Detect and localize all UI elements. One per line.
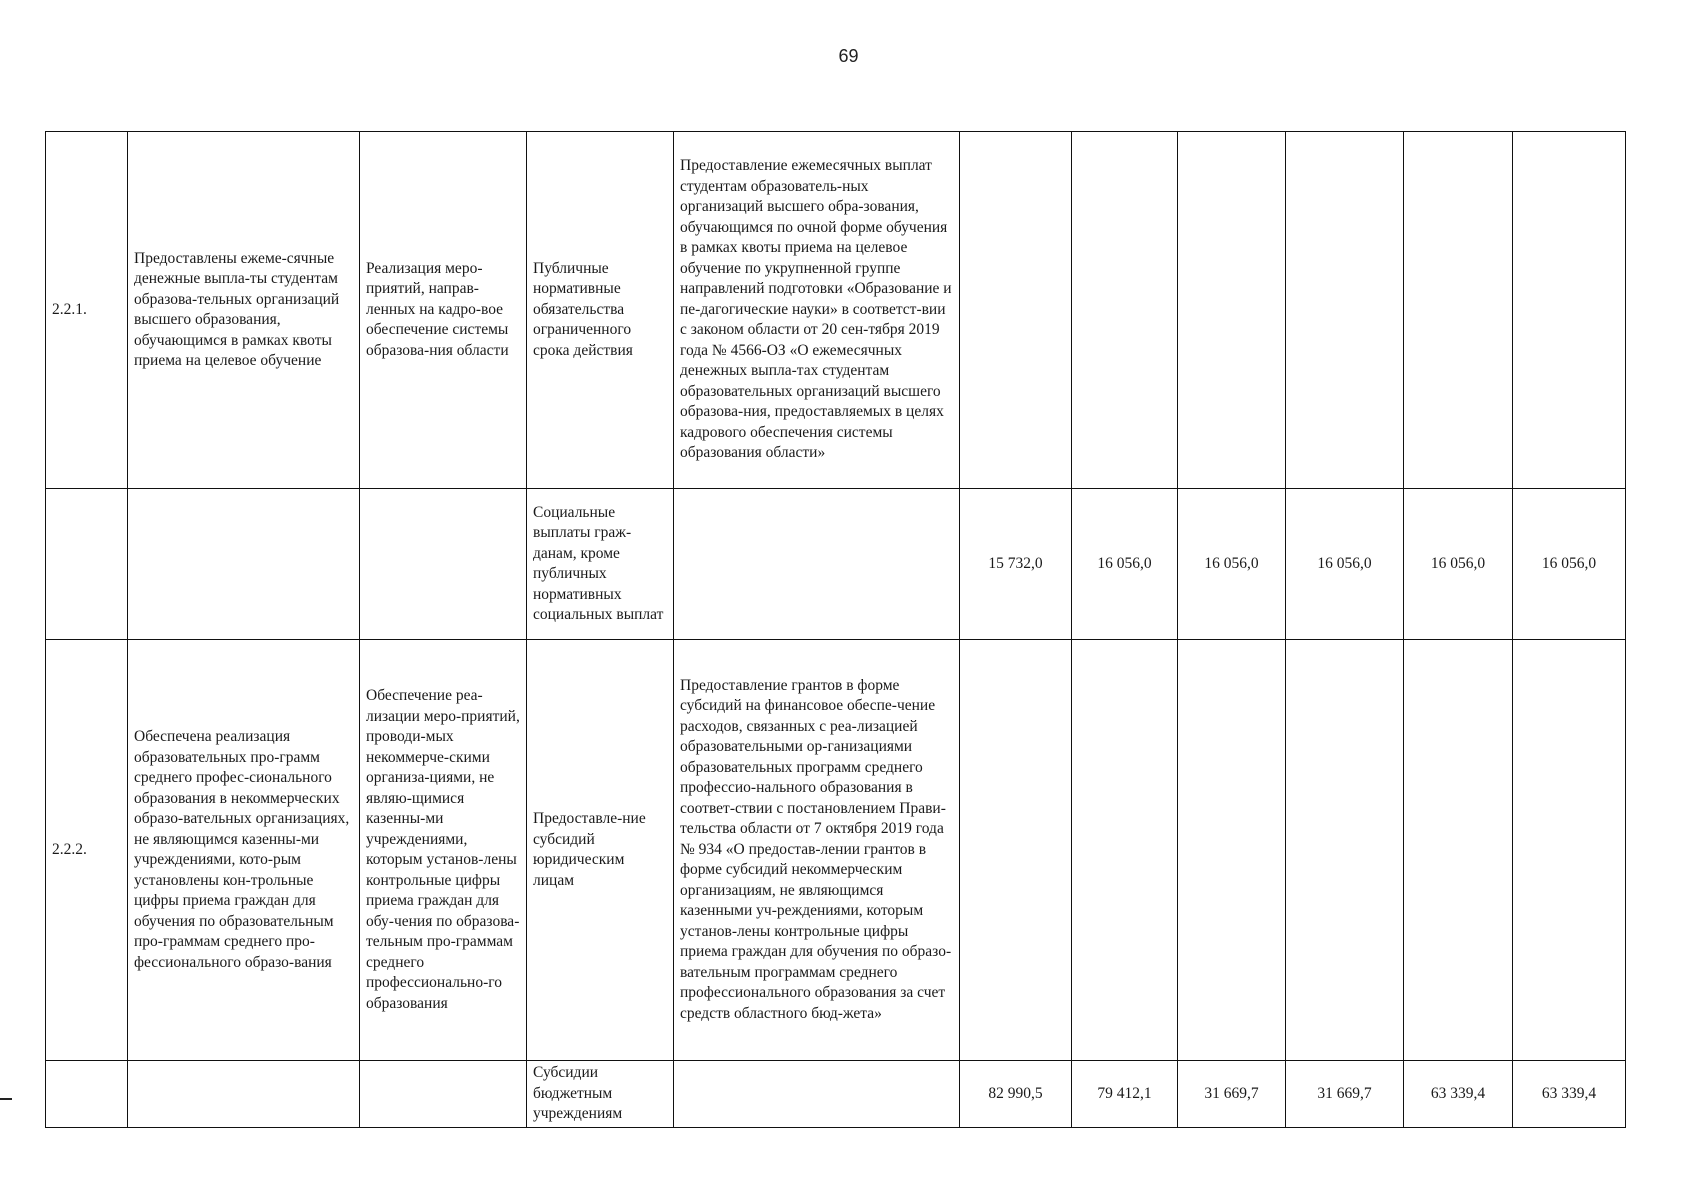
table-row xyxy=(46,1061,1626,1128)
value-cell: 16 056,0 xyxy=(1072,489,1178,640)
value-cell xyxy=(1286,640,1404,1061)
value-cell: 82 990,5 xyxy=(960,1061,1072,1128)
row-number xyxy=(46,489,128,640)
row-number: 2.2.2. xyxy=(46,640,128,1061)
measure-cell xyxy=(360,489,527,640)
value-cell: 31 669,7 xyxy=(1178,1061,1286,1128)
description-cell: Предоставление ежемесячных выплат студентам образователь-ных организаций высшего обра-зования, обучающимся по очной форме обучения в рамках квоты приема на целевое обучение по укрупненной группе направлений подготовки «Образование и пе-дагогические науки» в соответст-вии с законом области от 20 сен-тября 2019 года № 4566-ОЗ «О ежемесячных денежных выпла-тах студентам образовательных организаций высшего образова-ния, предоставляемых в целях кадрового обеспечения системы образования области» xyxy=(674,132,960,489)
value-cell: 63 339,4 xyxy=(1404,1061,1513,1128)
value-cell: 15 732,0 xyxy=(960,489,1072,640)
description-cell xyxy=(674,489,960,640)
result-cell: Предоставлены ежеме-сячные денежные выпла-ты студентам образова-тельных организаций высшего образования, обучающимся в рамках квоты приема на целевое обучение xyxy=(128,132,360,489)
value-cell xyxy=(1286,132,1404,489)
value-cell xyxy=(960,132,1072,489)
value-cell: 16 056,0 xyxy=(1513,489,1626,640)
value-cell: 16 056,0 xyxy=(1286,489,1404,640)
result-cell xyxy=(128,1061,360,1128)
table-row xyxy=(46,132,1626,489)
value-cell xyxy=(1178,132,1286,489)
margin-mark xyxy=(0,1098,12,1100)
measure-cell: Реализация меро-приятий, направ-ленных на кадро-вое обеспечение системы образова-ния области xyxy=(360,132,527,489)
value-cell xyxy=(1072,132,1178,489)
value-cell xyxy=(1072,640,1178,1061)
row-number: 2.2.1. xyxy=(46,132,128,489)
value-cell xyxy=(1178,640,1286,1061)
description-cell: Предоставление грантов в форме субсидий на финансовое обеспе-чение расходов, связанных с реа-лизацией образовательными ор-ганизациями образовательных программ среднего профессио-нального образования в соответ-ствии с постановлением Прави-тельства области от 7 октября 2019 года № 934 «О предостав-лении грантов в форме субсидий некоммерческим организациям, не являющимся казенными уч-реждениями, которым установ-лены контрольные цифры приема граждан для обучения по образо-вательным программам среднего профессионального образования за счет средств областного бюд-жета» xyxy=(674,640,960,1061)
value-cell xyxy=(1513,640,1626,1061)
measure-cell: Обеспечение реа-лизации меро-приятий, проводи-мых некоммерче-скими организа-циями, не являю-щимися казенны-ми учреждениями, которым установ-лены контрольные цифры приема граждан для обу-чения по образова-тельным про-граммам среднего профессионально-го образования xyxy=(360,640,527,1061)
result-cell: Обеспечена реализация образовательных про-грамм среднего профес-сионального образования в некоммерческих образо-вательных организациях, не являющимся казенны-ми учреждениями, кото-рым установлены кон-трольные цифры приема граждан для обучения по образовательным про-граммам среднего про-фессионального образо-вания xyxy=(128,640,360,1061)
expense-type-cell: Предоставле-ние субсидий юридическим лицам xyxy=(527,640,674,1061)
expense-type-cell: Социальные выплаты граж-данам, кроме публичных нормативных социальных выплат xyxy=(527,489,674,640)
expense-type-cell: Публичные нормативные обязательства ограниченного срока действия xyxy=(527,132,674,489)
table-row xyxy=(46,640,1626,1061)
page-number: 69 xyxy=(838,46,859,66)
expense-type-cell: Субсидии бюджетным учреждениям xyxy=(527,1061,674,1128)
result-cell xyxy=(128,489,360,640)
value-cell xyxy=(960,640,1072,1061)
value-cell: 79 412,1 xyxy=(1072,1061,1178,1128)
value-cell: 63 339,4 xyxy=(1513,1061,1626,1128)
value-cell: 31 669,7 xyxy=(1286,1061,1404,1128)
value-cell xyxy=(1404,132,1513,489)
measure-cell xyxy=(360,1061,527,1128)
row-number xyxy=(46,1061,128,1128)
budget-table xyxy=(45,131,1626,1128)
value-cell: 16 056,0 xyxy=(1178,489,1286,640)
table-row xyxy=(46,489,1626,640)
value-cell xyxy=(1513,132,1626,489)
description-cell xyxy=(674,1061,960,1128)
value-cell: 16 056,0 xyxy=(1404,489,1513,640)
value-cell xyxy=(1404,640,1513,1061)
